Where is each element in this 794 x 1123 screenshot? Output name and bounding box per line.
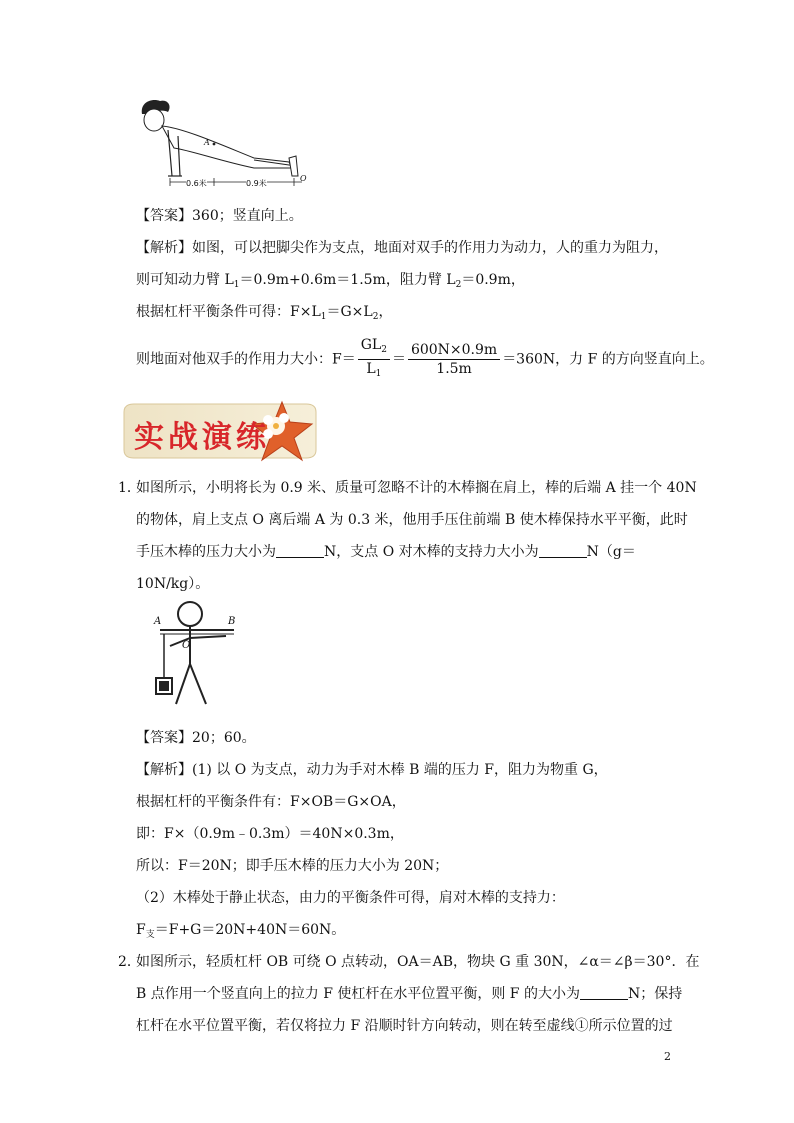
q1-analysis-line5: （2）木棒处于静止状态，由力的平衡条件可得，肩对木棒的支持力： [136, 890, 565, 906]
answer-text: 20；60。 [192, 730, 256, 746]
answer-tag: 【答案】 [136, 208, 192, 224]
text: ， [378, 304, 393, 320]
banner-title: 实战演练 [134, 420, 270, 455]
stick-figure-drawing [146, 596, 242, 710]
subscript: 1 [320, 312, 327, 322]
point-a-label: A [154, 616, 162, 627]
q1-analysis-line1 [136, 760, 608, 780]
analysis-tag: 【解析】 [136, 762, 192, 778]
fraction-gl2-l1 [358, 336, 390, 383]
example-analysis-line2 [136, 270, 525, 295]
dim-label-left: 0.6米 [186, 179, 207, 188]
subscript: 2 [455, 280, 462, 290]
text: 根据杠杆平衡条件可得：F×L [136, 304, 321, 320]
q1-line4: 10N/kg）。 [136, 576, 210, 592]
text: ＝0.9m， [461, 272, 525, 288]
q1-analysis-line3: 即：F×（0.9m﹣0.3m）＝40N×0.3m， [136, 826, 404, 842]
text: 则地面对他双手的作用力大小：F＝ [136, 351, 356, 368]
answer-text: 360；竖直向上。 [192, 208, 303, 224]
answer-blank-2[interactable] [539, 543, 587, 558]
text: B 点作用一个竖直向上的拉力 F 使杠杆在水平位置平衡，则 F 的大小为 [136, 986, 580, 1002]
q1-line2: 的物体，肩上支点 O 离后端 A 为 0.3 米，他用手压住前端 B 使木棒保持水平平衡，此时 [136, 512, 688, 528]
subscript: 1 [375, 369, 382, 379]
q1-line1: 如图所示，小明将长为 0.9 米、质量可忽略不计的木棒搁在肩上，棒的后端 A 挂一个 40N [136, 480, 697, 496]
analysis-tag: 【解析】 [136, 240, 192, 256]
text: F [136, 922, 146, 938]
numerator: GL [360, 337, 382, 353]
point-a-label: A [204, 138, 210, 147]
q2-line1: 如图所示，轻质杠杆 OB 可绕 O 点转动，OA＝AB，物块 G 重 30N，∠α＝∠β＝30°．在 [136, 954, 700, 970]
analysis-text: (1) 以 O 为支点，动力为手对木棒 B 端的压力 F，阻力为物重 G， [192, 762, 608, 778]
section-banner [118, 398, 328, 464]
subscript: 1 [233, 280, 240, 290]
text: ＝F+G＝20N+40N＝60N。 [154, 922, 346, 938]
text: 则可知动力臂 L [136, 272, 234, 288]
lever-figure [146, 596, 242, 710]
q1-analysis-line6 [136, 920, 345, 945]
q2-number: 2． [118, 954, 141, 970]
text: N，支点 O 对木棒的支持力大小为 [324, 544, 539, 560]
text: N；保持 [627, 986, 683, 1002]
pushup-figure [134, 96, 310, 192]
answer-blank-1[interactable] [276, 543, 324, 558]
text: ＝G×L [326, 304, 373, 320]
text: N（g＝ [586, 544, 636, 560]
q1-analysis-line2: 根据杠杆的平衡条件有：F×OB＝G×OA， [136, 794, 406, 810]
pushup-person-drawing [134, 96, 310, 192]
subscript: 支 [145, 930, 155, 940]
q1-number: 1． [118, 480, 141, 496]
numerator: 600N×0.9m [408, 341, 500, 360]
point-o-label: O [182, 640, 191, 651]
example-analysis-line4 [136, 336, 714, 383]
subscript: 2 [381, 345, 387, 355]
q2-line3: 杠杆在水平位置平衡，若仅将拉力 F 沿顺时针方向转动，则在转至虚线①所示位置的过 [136, 1018, 673, 1034]
fraction-values [408, 341, 500, 378]
answer-blank-3[interactable] [580, 985, 628, 1000]
text: ＝0.9m+0.6m＝1.5m，阻力臂 L [239, 272, 456, 288]
denominator: 1.5m [436, 361, 472, 377]
text: 手压木棒的压力大小为 [136, 544, 276, 560]
text: ＝360N，力 F 的方向竖直向上。 [502, 351, 714, 368]
point-o-label: O [300, 174, 307, 183]
q1-analysis-line4: 所以：F＝20N；即手压木棒的压力大小为 20N； [136, 858, 449, 874]
q1-line3 [136, 542, 636, 562]
answer-tag: 【答案】 [136, 730, 192, 746]
page-number: 2 [664, 1050, 671, 1063]
q1-answer [136, 728, 256, 748]
analysis-text: 如图，可以把脚尖作为支点，地面对双手的作用力为动力，人的重力为阻力， [192, 240, 668, 256]
q2-line2 [136, 984, 682, 1004]
dim-label-right: 0.9米 [246, 179, 267, 188]
subscript: 2 [372, 312, 379, 322]
point-b-label: B [228, 616, 236, 627]
example-answer [136, 206, 303, 226]
denominator: L [366, 361, 376, 377]
example-analysis-line3 [136, 302, 392, 327]
equals-sign: ＝ [391, 351, 406, 368]
example-analysis-line1 [136, 238, 668, 258]
